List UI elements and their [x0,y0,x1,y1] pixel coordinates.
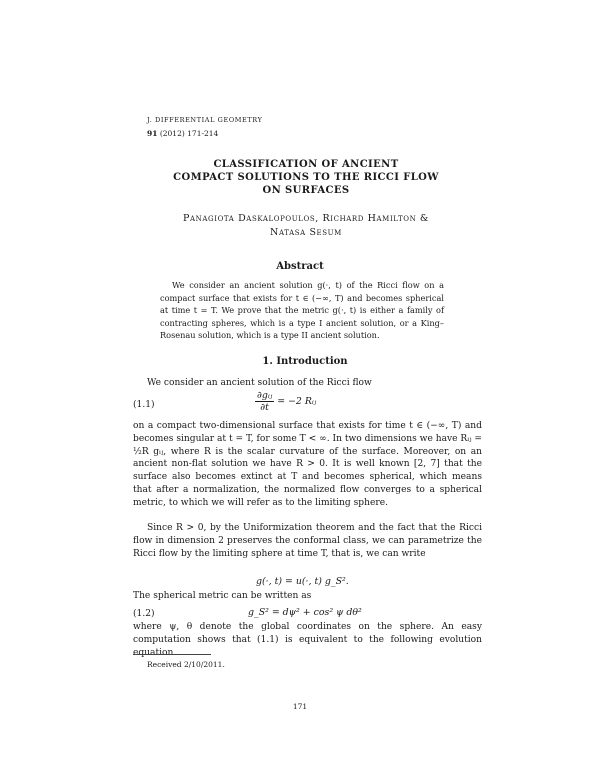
footnote: Received 2/10/2011. [147,660,225,669]
journal-volume-line [147,129,218,138]
equation-1-2: g_S² = dψ² + cos² ψ dθ² [248,607,362,618]
intro-sentence: We consider an ancient solution of the Ricci flow [147,378,372,388]
equation-1-1 [255,390,316,413]
journal-name: J. DIFFERENTIAL GEOMETRY [147,116,263,124]
spherical-intro: The spherical metric can be written as [133,591,312,601]
equation-1-1-rhs: = −2 Rᵢⱼ [277,396,317,407]
title-line-3: ON SURFACES [262,185,350,196]
equation-1-2-number: (1.2) [133,609,155,619]
paragraph-3: where ψ, θ denote the global coordinates on the sphere. An easy computation shows that (1.1) is equivalent to the following evolution equation [133,622,482,658]
title-line-2: COMPACT SOLUTIONS TO THE RICCI FLOW [173,172,439,183]
equation-1-1-fraction [255,390,274,413]
title-line-1: CLASSIFICATION OF ANCIENT [213,159,399,170]
paper-title [130,158,482,197]
paragraph-2: Since R > 0, by the Uniformization theorem and the fact that the Ricci flow in dimension 2 preserves the conformal class, we can parametrize the Ricci flow by the limiting sphere at time T, that is, we can write [133,523,482,559]
paper-authors [130,212,482,240]
authors-line-1: Panagiota Daskalopoulos, Richard Hamilton & [182,213,429,224]
authors-line-2: Natasa Sesum [270,227,342,238]
paragraph-1: on a compact two-dimensional surface that exists for time t ∈ (−∞, T) and becomes singular at t = T, for some T < ∞. In two dimensions we have Rᵢⱼ = ½R gᵢⱼ, where R is the scalar curvature of the surface. Moreover, on an ancient non-flat solution we have R > 0. It is well known [2, 7] that the surface also becomes extinct at T and becomes spherical, which means that after a normalization, the normalized flow converges to a spherical metric, to which we will refer as to the limiting sphere. [133,421,483,508]
section-heading: 1. Introduction [262,356,348,367]
equation-1-1-number: (1.1) [133,400,155,410]
abstract-text: We consider an ancient solution g(·, t) of the Ricci flow on a compact surface that exists for t ∈ (−∞, T) and becomes spherical at time t = T. We prove that the metric g(·, t) is either a family of contracting spheres, which is a type I ancient solution, or a King–Rosenau solution, which is a type II ancient solution. [160,280,444,341]
page-number: 171 [292,702,308,711]
equation-conformal: g(·, t) = u(·, t) g_S². [256,576,349,587]
journal-year-pages: (2012) 171-214 [159,129,219,138]
journal-volume: 91 [147,129,158,138]
footnote-rule [133,654,211,655]
abstract-heading: Abstract [276,261,324,272]
equation-1-1-numerator: ∂gᵢⱼ [257,390,273,401]
equation-1-1-denominator: ∂t [260,402,269,413]
